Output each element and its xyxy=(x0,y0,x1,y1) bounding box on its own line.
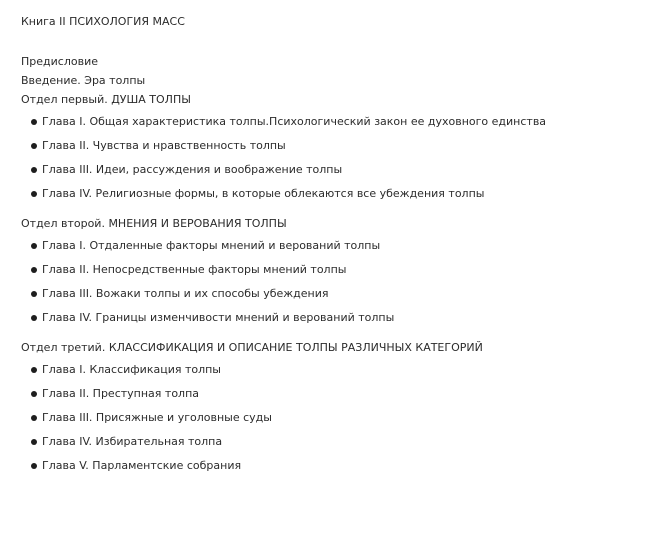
chapter-link[interactable]: Глава IV. Религиозные формы, в которые облекаются все убеждения толпы xyxy=(42,187,485,200)
bullet-icon xyxy=(31,243,37,249)
list-item xyxy=(21,358,651,382)
bullet-icon xyxy=(31,367,37,373)
list-item xyxy=(21,430,651,454)
bullet-icon xyxy=(31,167,37,173)
list-item xyxy=(21,234,651,258)
list-item xyxy=(21,306,651,330)
chapter-list-part-1 xyxy=(21,110,651,206)
bullet-icon xyxy=(31,439,37,445)
chapter-link[interactable]: Глава II. Чувства и нравственность толпы xyxy=(42,139,286,152)
chapter-link[interactable]: Глава II. Преступная толпа xyxy=(42,387,200,400)
toc-link-preface[interactable]: Предисловие xyxy=(21,55,98,68)
list-item xyxy=(21,158,651,182)
chapter-link[interactable]: Глава II. Непосредственные факторы мнений толпы xyxy=(42,263,347,276)
list-item xyxy=(21,406,651,430)
book-title: Книга II ПСИХОЛОГИЯ МАСС xyxy=(21,15,185,28)
chapter-link[interactable]: Глава III. Присяжные и уголовные суды xyxy=(42,411,272,424)
chapter-link[interactable]: Глава III. Вожаки толпы и их способы убеждения xyxy=(42,287,329,300)
section-title-part-2[interactable]: Отдел второй. МНЕНИЯ И ВЕРОВАНИЯ ТОЛПЫ xyxy=(21,217,287,230)
bullet-icon xyxy=(31,119,37,125)
list-item xyxy=(21,258,651,282)
chapter-link[interactable]: Глава I. Отдаленные факторы мнений и верований толпы xyxy=(42,239,381,252)
chapter-link[interactable]: Глава IV. Избирательная толпа xyxy=(42,435,223,448)
bullet-icon xyxy=(31,291,37,297)
chapter-link[interactable]: Глава III. Идеи, рассуждения и воображение толпы xyxy=(42,163,343,176)
bullet-icon xyxy=(31,415,37,421)
chapter-list-part-3 xyxy=(21,358,651,478)
chapter-link[interactable]: Глава I. Классификация толпы xyxy=(42,363,221,376)
section-title-part-3[interactable]: Отдел третий. КЛАССИФИКАЦИЯ И ОПИСАНИЕ ТОЛПЫ РАЗЛИЧНЫХ КАТЕГОРИЙ xyxy=(21,341,483,354)
chapter-link[interactable]: Глава V. Парламентские собрания xyxy=(42,459,242,472)
chapter-list-part-2 xyxy=(21,234,651,330)
list-item xyxy=(21,110,651,134)
bullet-icon xyxy=(31,143,37,149)
list-item xyxy=(21,382,651,406)
chapter-link[interactable]: Глава I. Общая характеристика толпы.Психологический закон ее духовного единства xyxy=(42,115,547,128)
bullet-icon xyxy=(31,315,37,321)
bullet-icon xyxy=(31,463,37,469)
list-item xyxy=(21,182,651,206)
list-item xyxy=(21,282,651,306)
section-title-part-1[interactable]: Отдел первый. ДУША ТОЛПЫ xyxy=(21,93,191,106)
list-item xyxy=(21,134,651,158)
bullet-icon xyxy=(31,391,37,397)
bullet-icon xyxy=(31,267,37,273)
chapter-link[interactable]: Глава IV. Границы изменчивости мнений и верований толпы xyxy=(42,311,395,324)
bullet-icon xyxy=(31,191,37,197)
toc-link-introduction[interactable]: Введение. Эра толпы xyxy=(21,74,146,87)
table-of-contents xyxy=(21,14,651,478)
list-item xyxy=(21,454,651,478)
